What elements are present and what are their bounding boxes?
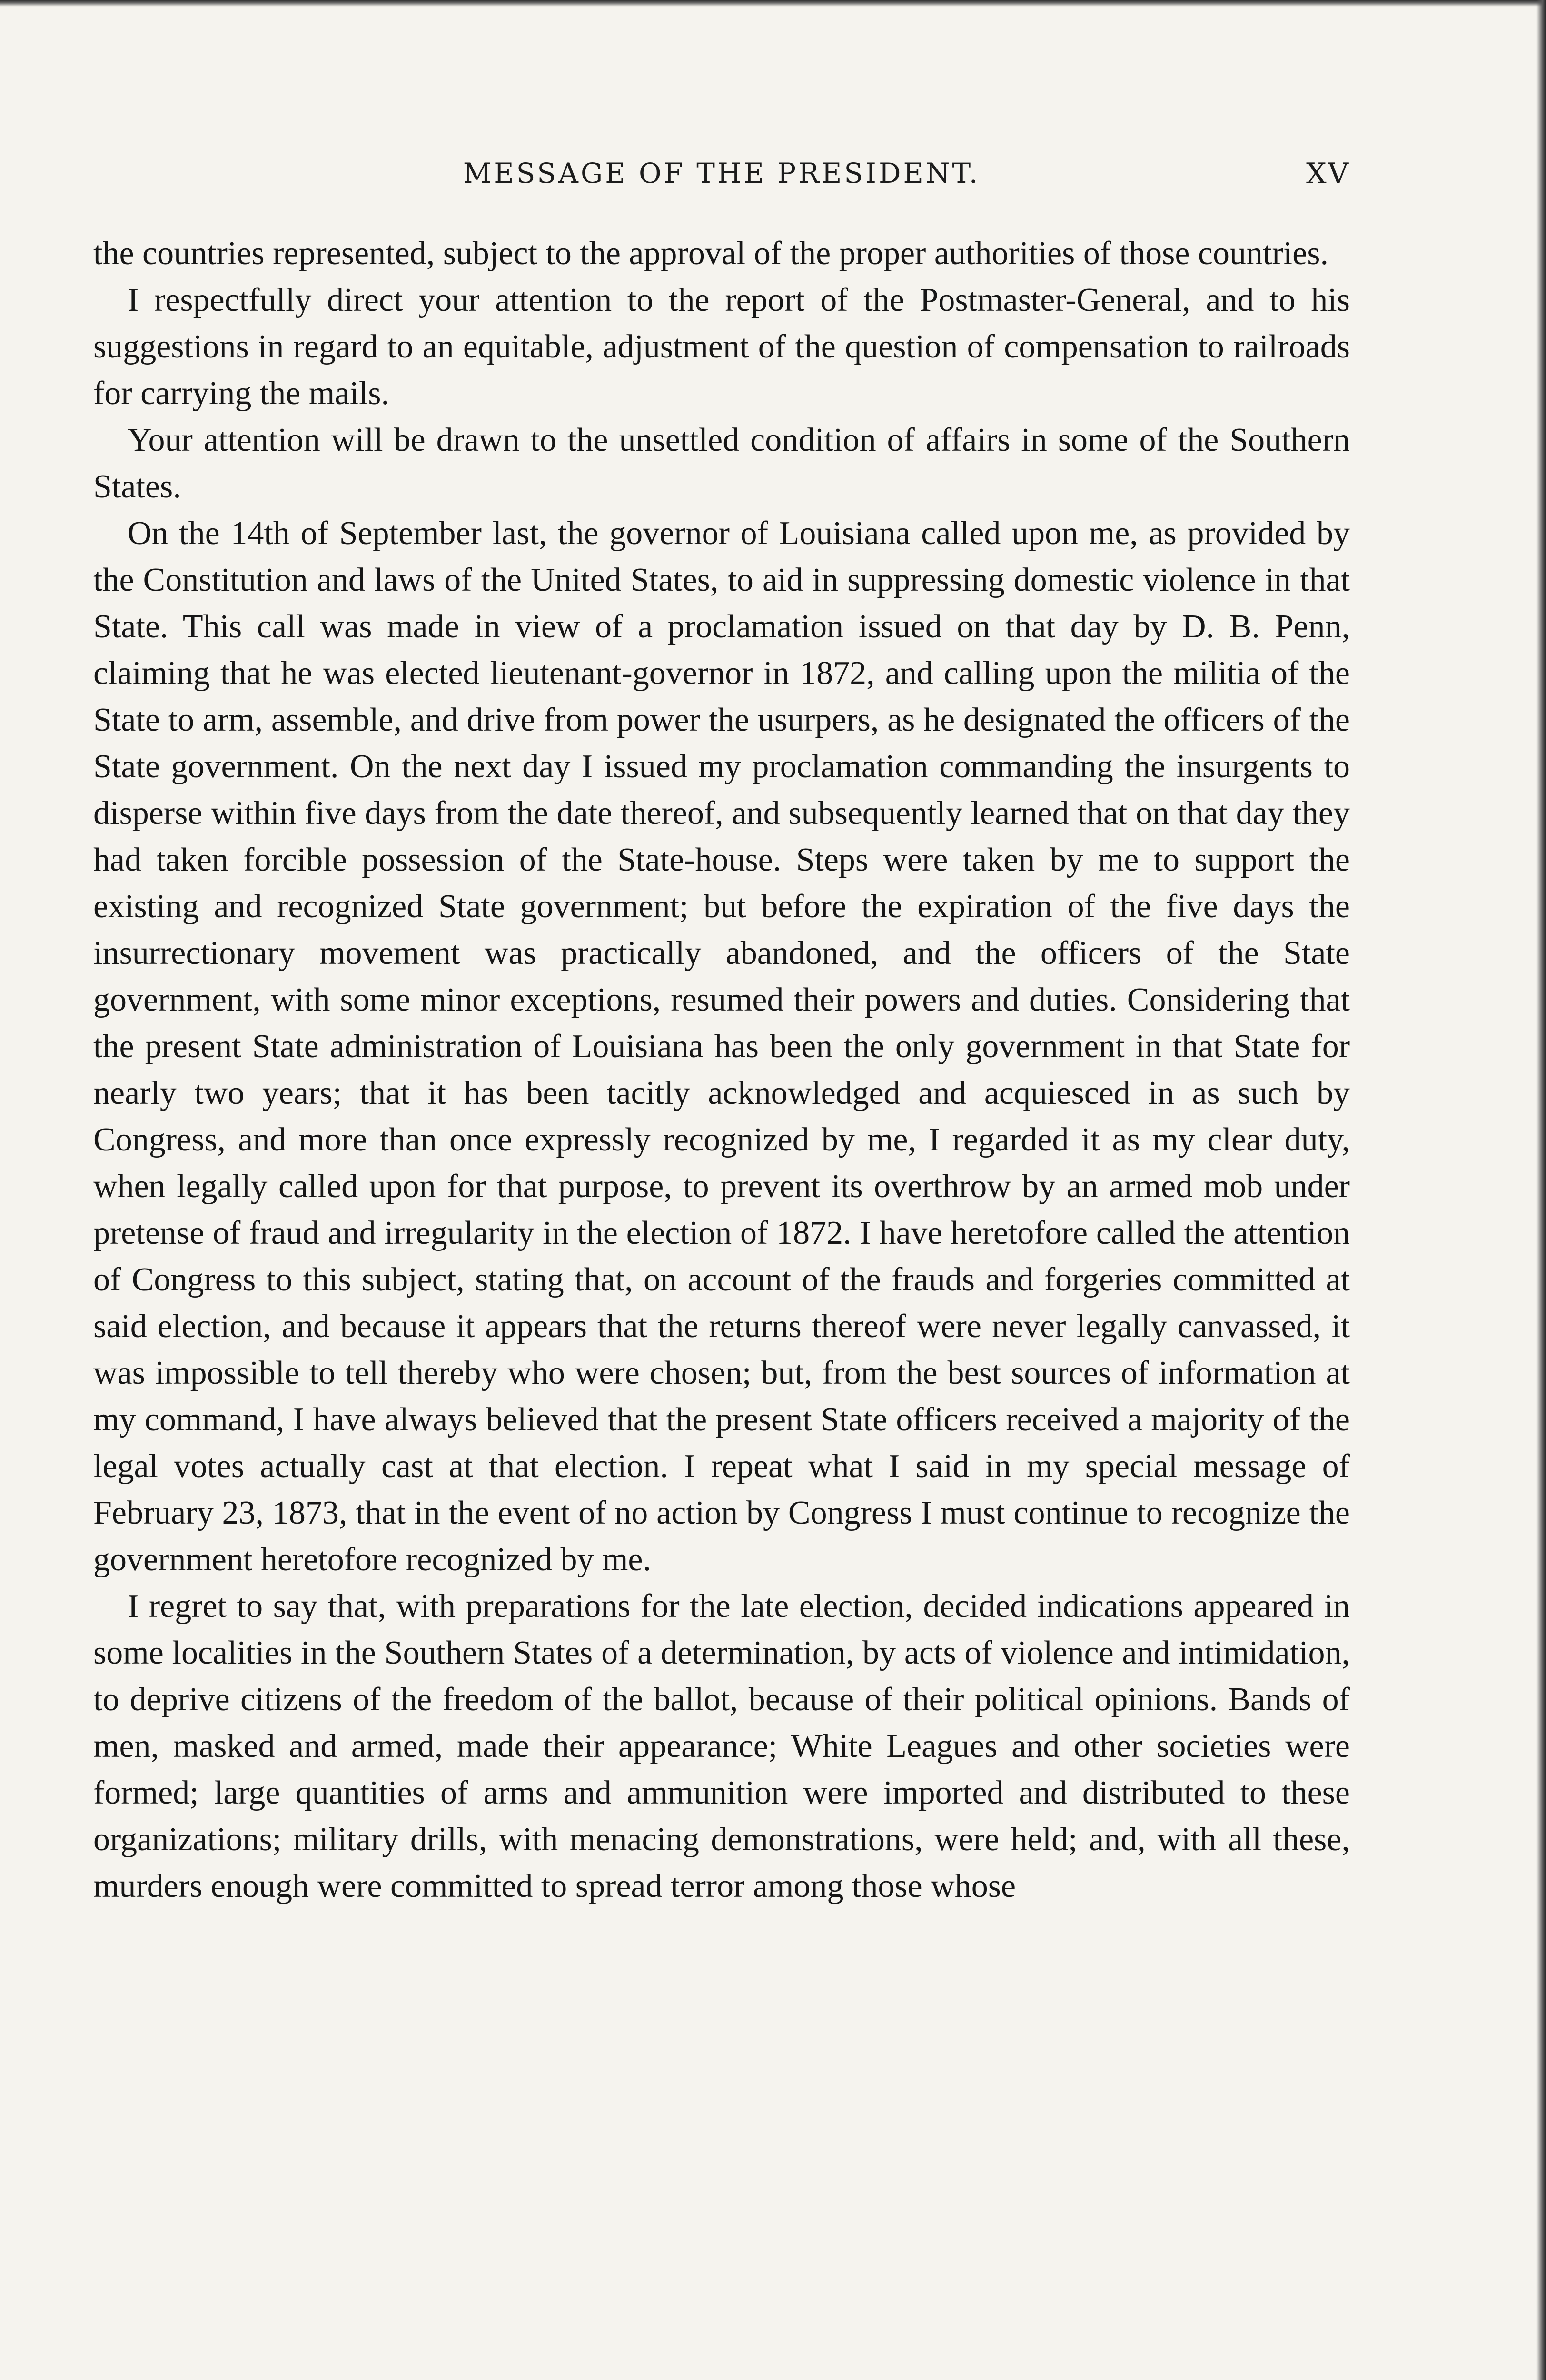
paragraph-election-violence: I regret to say that, with preparations for the late election, decided indications appeared in some localities in the Southern States of a determination, by acts of violence and intimidation, to deprive citizens of the freedom of the ballot, because of their political opinions. Bands of men, masked and armed, made their appearance; White Leagues and other societies were formed; large quantities of arms and ammunition were imported and distributed to these organizations; military drills, with menacing demonstrations, were held; and, with all these, murders enough were committed to spread terror among those whose — [93, 1588, 1350, 1904]
body-text — [93, 230, 1350, 1910]
page-header — [93, 157, 1350, 200]
page-top-edge — [0, 0, 1546, 7]
paragraph-louisiana: On the 14th of September last, the governor of Louisiana called upon me, as provided by the Constitution and laws of the United States, to aid in suppressing domestic violence in that State. This call was made in view of a proclamation issued on that day by D. B. Penn, claiming that he was elected lieutenant-governor in 1872, and calling upon the militia of the State to arm, assemble, and drive from power the usurpers, as he designated the officers of the State government. On the next day I issued my proclamation commanding the insurgents to disperse within five days from the date thereof, and subsequently learned that on that day they had taken forcible possession of the State-house. Steps were taken by me to support the existing and recognized State government; but before the expiration of the five days the insurrectionary movement was practically abandoned, and the officers of the State government, with some minor exceptions, resumed their powers and duties. Considering that the present State administration of Louisiana has been the only government in that State for nearly two years; that it has been tacitly acknowledged and acquiesced in as such by Congress, and more than once expressly recognized by me, I regarded it as my clear duty, when legally called upon for that purpose, to prevent its overthrow by an armed mob under pretense of fraud and irregularity in the election of 1872. I have heretofore called the attention of Congress to this subject, stating that, on account of the frauds and forgeries committed at said election, and because it appears that the returns thereof were never legally canvassed, it was impossible to tell thereby who were chosen; but, from the best sources of information at my command, I have always believed that the present State officers received a majority of the legal votes actually cast at that election. I repeat what I said in my special message of February 23, 1873, that in the event of no action by Congress I must continue to recognize the government heretofore recognized by me. — [93, 515, 1350, 1578]
paragraph-postmaster-general: I respectfully direct your attention to the report of the Postmaster-General, and to his suggestions in regard to an equitable, adjustment of the question of compensation to railroads for carrying the mails. — [93, 282, 1350, 412]
paragraph-southern-states: Your attention will be drawn to the unsettled condition of affairs in some of the Southern States. — [93, 422, 1350, 505]
page-right-edge — [1536, 0, 1546, 2380]
page-number: XV — [1306, 157, 1350, 190]
running-title: MESSAGE OF THE PRESIDENT. — [463, 157, 981, 189]
paragraph-continuation: the countries represented, subject to the approval of the proper authorities of those countries. — [93, 235, 1328, 272]
